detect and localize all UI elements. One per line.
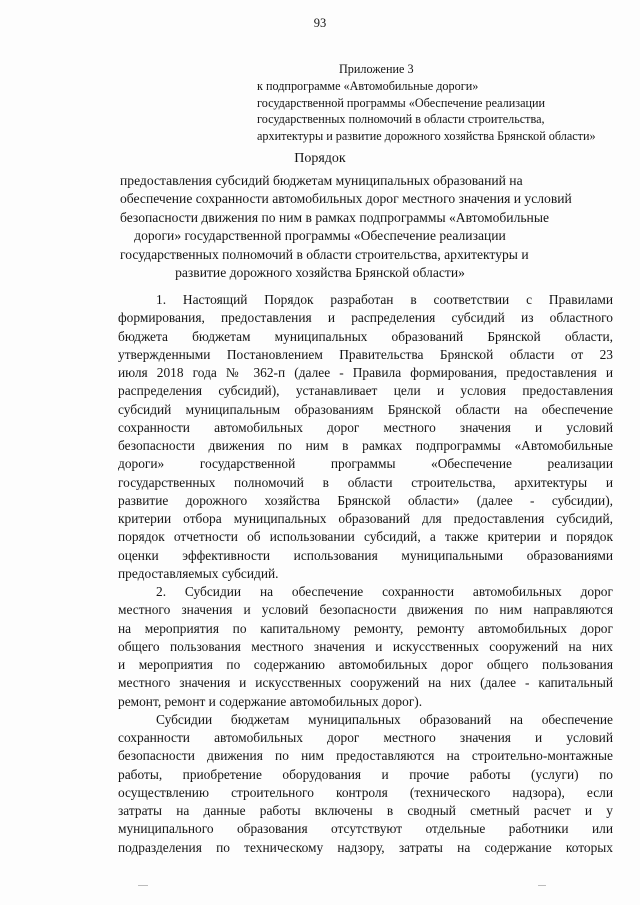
appendix-line: Приложение 3 <box>339 62 414 76</box>
body-line: предоставляемых субсидий. <box>118 565 279 581</box>
body-line: безопасности движения по ним предоставляются на строительно-монтажные <box>118 748 613 764</box>
subtitle-line: обеспечение сохранности автомобильных дорог местного значения и условий <box>120 191 572 207</box>
body-line: работы, приобретение оборудования и прочие работы (услуги) по <box>118 766 613 782</box>
document-title: Порядок <box>294 151 346 166</box>
body-line: порядок отчетности об использовании субсидий, а также критерии и порядок <box>118 529 613 545</box>
body-line: на мероприятия по капитальному ремонту, ремонту автомобильных дорог <box>118 620 613 636</box>
body-line: местного значения и условий безопасности движения по ним направляются <box>118 602 613 618</box>
body-line: 1. Настоящий Порядок разработан в соответствии с Правилами <box>156 292 613 307</box>
subtitle-line: безопасности движения по ним в рамках подпрограммы «Автомобильные <box>120 209 549 225</box>
body-line: затраты на данные работы включены в сводный сметный расчет и у <box>118 803 613 818</box>
body-line: местного значения и искусственных сооружений на них (далее - капитальный <box>118 675 613 691</box>
body-line: развитие дорожного хозяйства Брянской области» (далее - субсидии), <box>118 492 613 508</box>
paragraph-2 <box>118 583 613 711</box>
scan-mark <box>538 885 546 886</box>
body-line: оценки эффективности использования муниципальными образованиями <box>118 547 613 563</box>
body-line: распределения субсидий), устанавливает цели и условия предоставления <box>118 383 613 399</box>
body-line: сохранности автомобильных дорог местного значения и условий <box>118 419 613 435</box>
body-line: безопасности движения по ним в рамках подпрограммы «Автомобильные <box>118 438 613 453</box>
body-line: Субсидии бюджетам муниципальных образований на обеспечение <box>156 711 613 727</box>
subtitle-line: дороги» государственной программы «Обеспечение реализации <box>134 228 506 244</box>
body-line: утвержденными Постановлением Правительства Брянской области от 23 <box>118 346 613 362</box>
appendix-block <box>257 61 629 145</box>
body-line: дороги» государственной программы «Обеспечение реализации <box>118 456 613 472</box>
scan-artifacts <box>0 885 640 891</box>
body-line: июля 2018 года № 362-п (далее - Правила формирования, предоставления и <box>118 365 613 380</box>
page-number: 93 <box>313 16 327 30</box>
body-line: формирования, предоставления и распределения субсидий из областного <box>118 310 613 326</box>
body-line: муниципального образования отсутствуют отдельные работники или <box>118 821 613 837</box>
body-line: государственных полномочий в области строительства, архитектуры и <box>118 474 613 490</box>
appendix-line: государственных полномочий в области строительства, <box>257 112 545 127</box>
appendix-line: государственной программы «Обеспечение реализации <box>257 95 546 110</box>
body-line: сохранности автомобильных дорог местного значения и условий <box>118 730 613 745</box>
body-line: общего пользования местного значения и искусственных сооружений на них <box>118 638 613 654</box>
body-line: субсидий муниципальным образованиям Брянской области на обеспечение <box>118 401 613 417</box>
body-line: бюджета бюджетам муниципальных образований Брянской области, <box>118 328 613 344</box>
body-line: критерии отбора муниципальных образований для предоставления субсидий, <box>118 511 613 526</box>
body-line: 2. Субсидии на обеспечение сохранности автомобильных дорог <box>156 584 613 599</box>
paragraph-1 <box>118 291 613 583</box>
appendix-line: архитектуры и развитие дорожного хозяйства Брянской области» <box>257 129 596 144</box>
paragraph-3 <box>118 711 613 857</box>
subtitle-line: государственных полномочий в области строительства, архитектуры и <box>120 246 529 262</box>
scan-mark <box>138 885 148 886</box>
body-line: подразделения по техническому надзору, затраты на содержание которых <box>118 839 613 855</box>
body-line: осуществлению строительного контроля (технического надзора), если <box>118 784 613 800</box>
subtitle-line: предоставления субсидий бюджетам муниципальных образований на <box>120 173 523 188</box>
body-line: ремонт, ремонт и содержание автомобильных дорог). <box>118 693 423 709</box>
body-line: и мероприятия по содержанию автомобильных дорог общего пользования <box>118 657 613 672</box>
document-subtitle <box>120 172 572 282</box>
appendix-line: к подпрограмме «Автомобильные дороги» <box>257 78 479 93</box>
subtitle-line: развитие дорожного хозяйства Брянской области» <box>175 265 465 281</box>
document-body <box>118 291 613 857</box>
